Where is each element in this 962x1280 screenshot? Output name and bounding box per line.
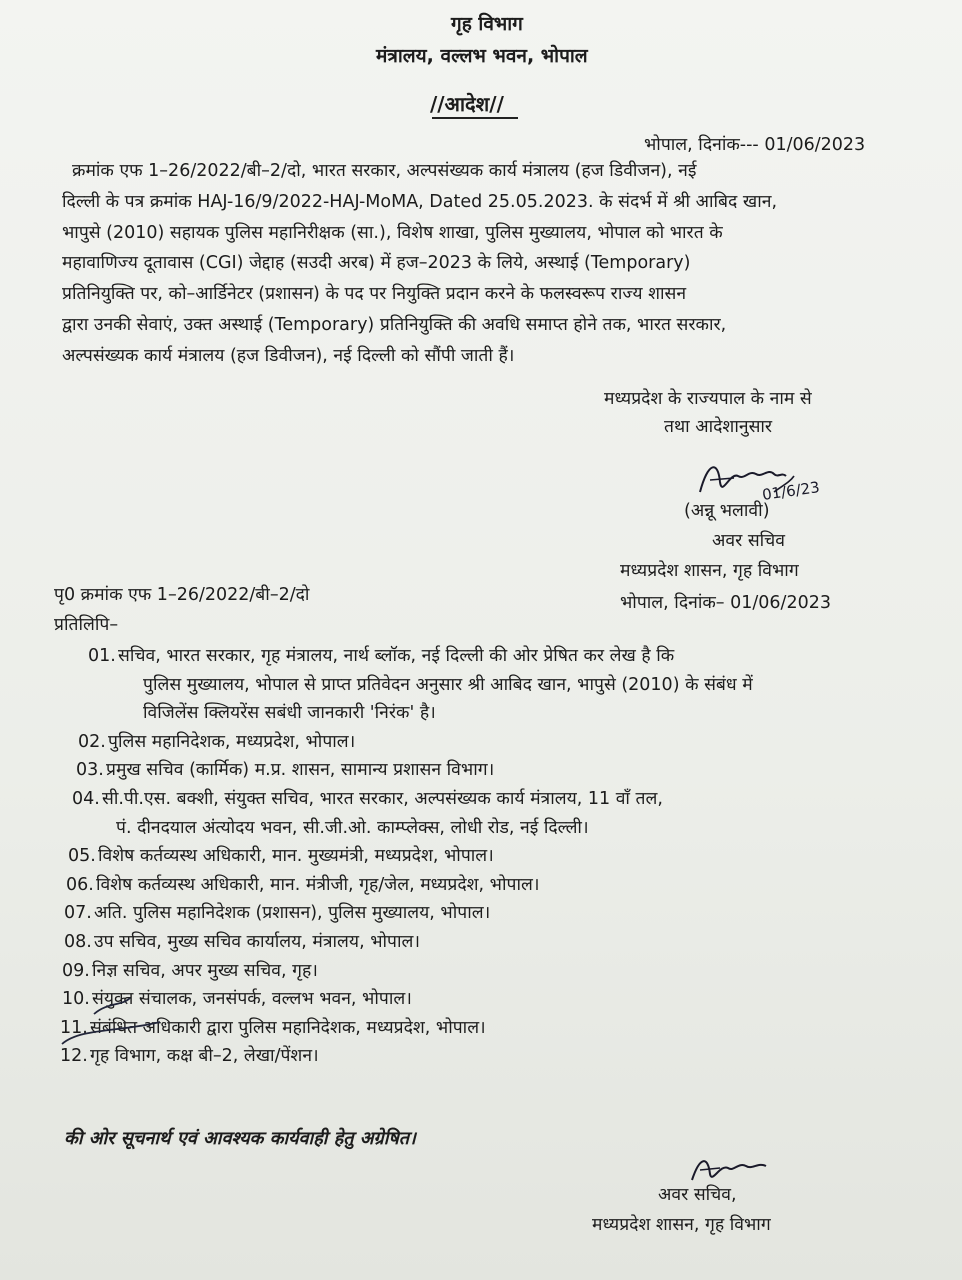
list-item (60, 728, 920, 757)
paragraph-line: अल्पसंख्यक कार्य मंत्रालय (हज डिवीजन), नई दिल्ली को सौंपी जाती हैं। (62, 345, 515, 366)
item-number: 05. (68, 846, 96, 867)
item-number: 07. (64, 903, 92, 924)
item-number: 01. (88, 646, 116, 666)
item-text: पं. दीनदयाल अंत्योदय भवन, सी.जी.ओ. काम्प्लेक्स, लोधी रोड, नई दिल्ली। (116, 817, 589, 838)
list-item (60, 899, 920, 928)
paragraph-line: क्रमांक एफ 1–26/2022/बी–2/दो, भारत सरकार, अल्पसंख्यक कार्य मंत्रालय (हज डिवीजन), नई (72, 161, 697, 181)
list-item (60, 842, 920, 871)
item-number: 02. (78, 731, 106, 752)
item-text: प्रमुख सचिव (कार्मिक) म.प्र. शासन, सामान्य प्रशासन विभाग। (106, 760, 495, 781)
item-text: संयुक्त संचालक, जनसंपर्क, वल्लभ भवन, भोपाल। (92, 989, 412, 1010)
pen-mark (60, 992, 200, 1052)
list-item (60, 957, 920, 986)
signer-name: (अन्नू भलावी) (684, 501, 770, 521)
department-title: गृह विभाग (451, 13, 523, 35)
item-number: 09. (62, 960, 90, 981)
item-number: 10. (62, 989, 90, 1010)
list-item (60, 928, 920, 957)
item-number: 06. (66, 874, 94, 895)
item-number: 04. (72, 788, 100, 809)
order-place-date: भोपाल, दिनांक--- 01/06/2023 (644, 135, 866, 155)
copy-label: प्रतिलिपि– (54, 615, 119, 635)
paragraph-line: द्वारा उनकी सेवाएं, उक्त अस्थाई (Temporary) प्रतिनियुक्ति की अवधि समाप्त होने तक, भारत सरकार, (62, 314, 727, 335)
item-text: उप सचिव, मुख्य सचिव कार्यालय, मंत्रालय, भोपाल। (94, 931, 421, 952)
signer-designation: अवर सचिव (712, 531, 786, 551)
copy-ref-number: पृ0 क्रमांक एफ 1–26/2022/बी–2/दो (54, 585, 310, 605)
copy-signer-designation: अवर सचिव, (658, 1185, 737, 1205)
item-number: 08. (64, 931, 92, 952)
order-paragraph (62, 156, 918, 372)
authority-line-2: तथा आदेशानुसार (664, 417, 773, 437)
item-text: संबंधित अधिकारी द्वारा पुलिस महानिदेशक, मध्यप्रदेश, भोपाल। (90, 1017, 486, 1038)
item-text: विजिलेंस क्लियरेंस सबंधी जानकारी 'निरंक' है। (143, 703, 436, 724)
item-number: 12. (60, 1046, 88, 1067)
item-text: निज्ञ सचिव, अपर मुख्य सचिव, गृह। (92, 960, 318, 981)
item-text: विशेष कर्तव्यस्थ अधिकारी, मान. मुख्यमंत्री, मध्यप्रदेश, भोपाल। (98, 846, 494, 867)
list-item (60, 756, 920, 785)
item-text: गृह विभाग, कक्ष बी–2, लेखा/पेंशन। (90, 1046, 319, 1067)
office-address: मंत्रालय, वल्लभ भवन, भोपाल (376, 45, 588, 67)
item-number: 11. (60, 1017, 88, 1038)
item-text: पुलिस महानिदेशक, मध्यप्रदेश, भोपाल। (108, 731, 356, 752)
item-text: अति. पुलिस महानिदेशक (प्रशासन), पुलिस मुख्यालय, भोपाल। (94, 903, 491, 924)
paragraph-line: दिल्ली के पत्र क्रमांक HAJ-16/9/2022-HAJ-MoMA, Dated 25.05.2023. के संदर्भ में श्री आबिद खान, (62, 191, 778, 212)
list-item (60, 871, 920, 900)
item-number: 03. (76, 760, 104, 781)
signer-office: मध्यप्रदेश शासन, गृह विभाग (620, 561, 799, 581)
copy-place-date: भोपाल, दिनांक– 01/06/2023 (620, 593, 831, 613)
list-item (60, 642, 920, 728)
copy-signer-office: मध्यप्रदेश शासन, गृह विभाग (592, 1215, 771, 1235)
paragraph-line: प्रतिनियुक्ति पर, को–आर्डिनेटर (प्रशासन) के पद पर नियुक्ति प्रदान करने के फलस्वरूप राज्य शासन (62, 284, 687, 305)
item-text: सी.पी.एस. बक्शी, संयुक्त सचिव, भारत सरकार, अल्पसंख्यक कार्य मंत्रालय, 11 वॉं तल, (102, 788, 663, 809)
order-title: //आदेश// (430, 92, 504, 116)
authority-line-1: मध्यप्रदेश के राज्यपाल के नाम से (604, 389, 812, 409)
item-text: पुलिस मुख्यालय, भोपाल से प्राप्त प्रतिवेदन अनुसार श्री आबिद खान, भापुसे (2010) के संबंध में (143, 674, 753, 695)
item-text: सचिव, भारत सरकार, गृह मंत्रालय, नार्थ ब्लॉक, नई दिल्ली की ओर प्रेषित कर लेख है कि (118, 646, 675, 666)
signature-date: 01/6/23 (761, 478, 821, 504)
paragraph-line: महावाणिज्य दूतावास (CGI) जेद्दाह (सउदी अरब) में हज–2023 के लिये, अस्थाई (Temporary) (62, 253, 691, 274)
forward-note: की ओर सूचनार्थ एवं आवश्यक कार्यवाही हेतु अग्रेषित। (64, 1128, 416, 1149)
list-item (60, 785, 920, 842)
item-text: विशेष कर्तव्यस्थ अधिकारी, मान. मंत्रीजी, गृह/जेल, मध्यप्रदेश, भोपाल। (96, 874, 540, 895)
title-underline (432, 117, 518, 119)
paragraph-line: भापुसे (2010) सहायक पुलिस महानिरीक्षक (सा.), विशेष शाखा, पुलिस मुख्यालय, भोपाल को भारत के (62, 222, 723, 243)
